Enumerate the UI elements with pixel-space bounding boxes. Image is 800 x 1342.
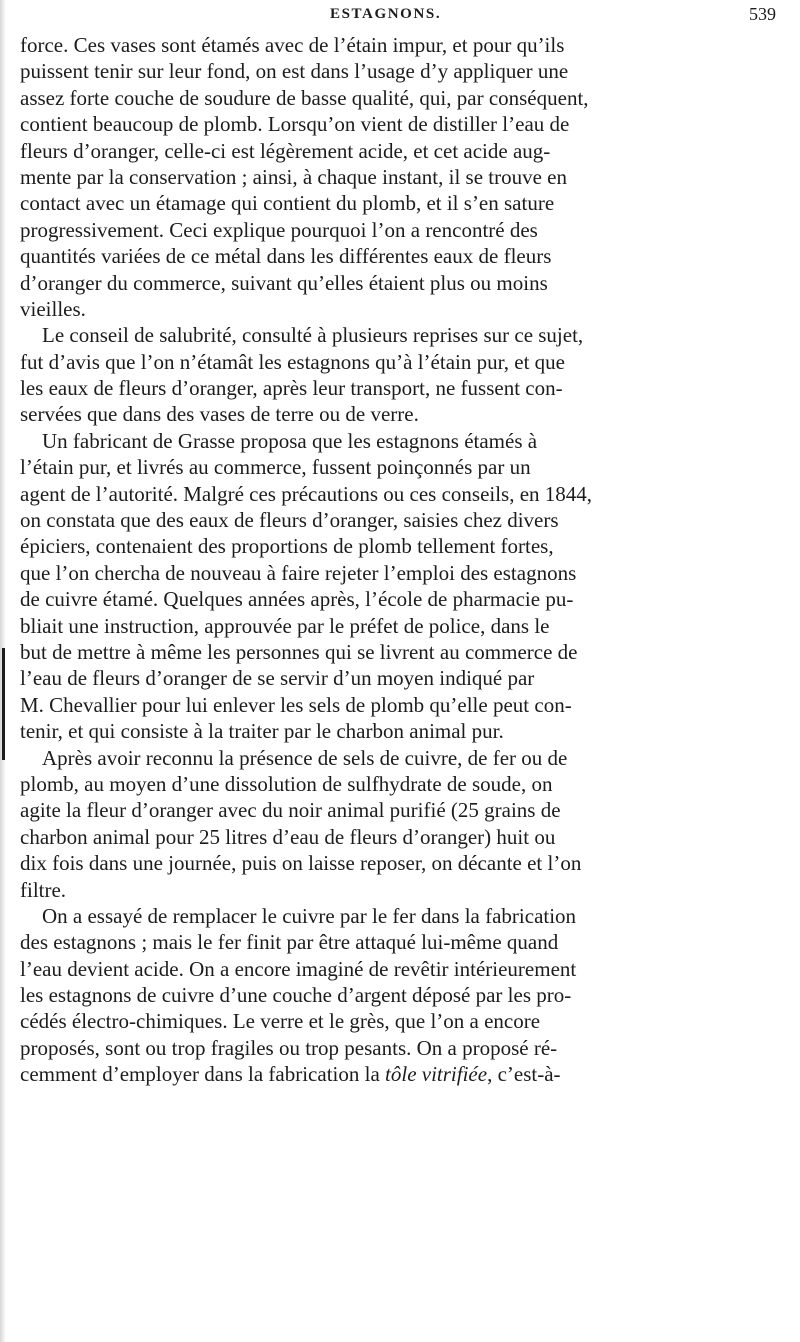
text-line: filtre. [20, 877, 67, 902]
text-line [20, 1061, 780, 1087]
text-line: plomb, au moyen d’une dissolution de sulfhydrate de soude, on [20, 771, 553, 796]
italic-term: tôle vitrifiée [385, 1062, 488, 1087]
text-line: M. Chevallier pour lui enlever les sels de plomb qu’elle peut con- [20, 692, 572, 717]
text-line: contient beaucoup de plomb. Lorsqu’on vient de distiller l’eau de [20, 112, 570, 137]
text-line-start: cemment d’employer dans la fabrication la [20, 1062, 386, 1087]
text-line: l’eau de fleurs d’oranger de se servir d’un moyen indiqué par [20, 666, 535, 691]
text-line: puissent tenir sur leur fond, on est dans l’usage d’y appliquer une [20, 59, 569, 84]
text-line: quantités variées de ce métal dans les différentes eaux de fleurs [20, 244, 552, 269]
text-line: agent de l’autorité. Malgré ces précautions ou ces conseils, en 1844, [20, 481, 593, 506]
text-line: contact avec un étamage qui contient du plomb, et il s’en sature [20, 191, 555, 216]
text-line: fut d’avis que l’on n’étamât les estagnons qu’à l’étain pur, et que [20, 349, 565, 374]
running-title: ESTAGNONS. [330, 6, 442, 22]
body-text [20, 32, 780, 1088]
text-line: Un fabricant de Grasse proposa que les estagnons étamés à [42, 428, 538, 453]
text-line: assez forte couche de soudure de basse qualité, qui, par conséquent, [20, 85, 589, 110]
margin-mark [2, 648, 5, 760]
text-line: épiciers, contenaient des proportions de plomb tellement fortes, [20, 534, 554, 559]
page-header [0, 6, 800, 30]
text-line: d’oranger du commerce, suivant qu’elles étaient plus ou moins [20, 270, 548, 295]
paragraph [20, 322, 780, 428]
text-line: vieilles. [20, 296, 86, 321]
paragraph [20, 903, 780, 1088]
text-line: On a essayé de remplacer le cuivre par le fer dans la fabrication [42, 903, 577, 928]
text-line: l’étain pur, et livrés au commerce, fussent poinçonnés par un [20, 455, 531, 480]
text-line: charbon animal pour 25 litres d’eau de fleurs d’oranger) huit ou [20, 824, 556, 849]
text-line: Après avoir reconnu la présence de sels de cuivre, de fer ou de [42, 745, 568, 770]
text-line: dix fois dans une journée, puis on laisse reposer, on décante et l’on [20, 851, 582, 876]
text-line: tenir, et qui consiste à la traiter par le charbon animal pur. [20, 719, 504, 744]
text-line: les eaux de fleurs d’oranger, après leur transport, ne fussent con- [20, 376, 563, 401]
text-line: servées que dans des vases de terre ou de verre. [20, 402, 419, 427]
text-line: cédés électro-chimiques. Le verre et le grès, que l’on a encore [20, 1009, 541, 1034]
text-line: proposés, sont ou trop fragiles ou trop pesants. On a proposé ré- [20, 1035, 558, 1060]
text-line: agite la fleur d’oranger avec du noir animal purifié (25 grains de [20, 798, 561, 823]
text-line: de cuivre étamé. Quelques années après, l’école de pharmacie pu- [20, 587, 574, 612]
text-line: on constata que des eaux de fleurs d’oranger, saisies chez divers [20, 508, 559, 533]
text-line: mente par la conservation ; ainsi, à chaque instant, il se trouve en [20, 164, 567, 189]
paragraph [20, 32, 780, 322]
paragraph [20, 745, 780, 903]
text-line: que l’on chercha de nouveau à faire rejeter l’emploi des estagnons [20, 560, 577, 585]
text-line: des estagnons ; mais le fer finit par être attaqué lui-même quand [20, 930, 559, 955]
text-line: Le conseil de salubrité, consulté à plusieurs reprises sur ce sujet, [42, 323, 584, 348]
text-line: les estagnons de cuivre d’une couche d’argent déposé par les pro- [20, 983, 572, 1008]
text-line: l’eau devient acide. On a encore imaginé de revêtir intérieurement [20, 956, 577, 981]
text-line: force. Ces vases sont étamés avec de l’étain impur, et pour qu’ils [20, 33, 565, 57]
text-line: progressivement. Ceci explique pourquoi l’on a rencontré des [20, 217, 538, 242]
text-line: bliait une instruction, approuvée par le préfet de police, dans le [20, 613, 550, 638]
text-line-tail: , c’est-à- [487, 1062, 561, 1087]
paragraph [20, 428, 780, 745]
text-line: but de mettre à même les personnes qui se livrent au commerce de [20, 639, 578, 664]
page-number: 539 [749, 4, 776, 24]
text-line: fleurs d’oranger, celle-ci est légèrement acide, et cet acide aug- [20, 138, 551, 163]
